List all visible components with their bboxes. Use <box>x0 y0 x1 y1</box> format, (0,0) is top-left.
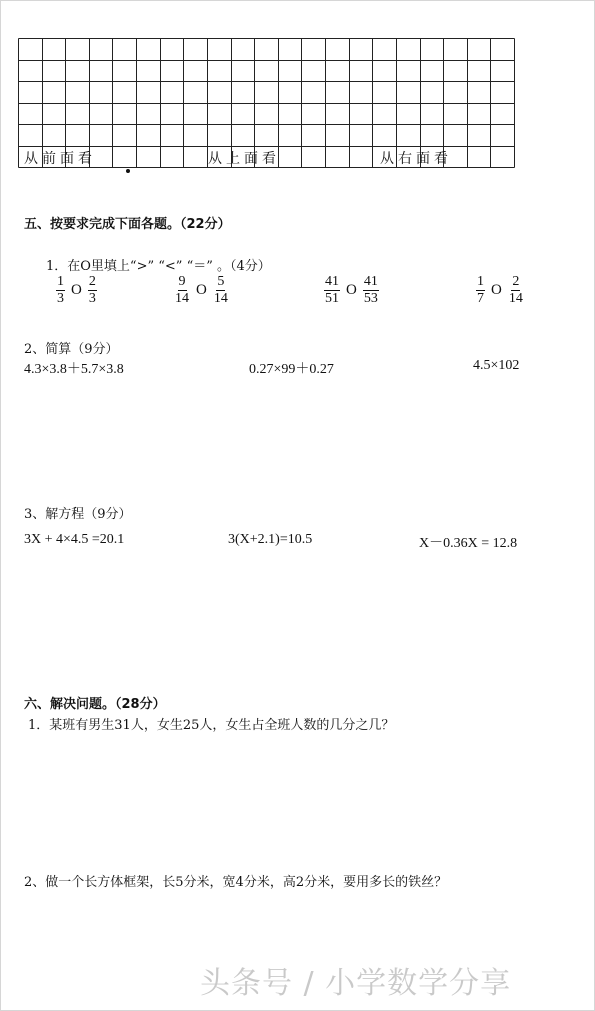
problem-1: 1．某班有男生31人，女生25人，女生占全班人数的几分之几？ <box>28 718 395 733</box>
simplify-item-3: 4.5×102 <box>473 358 520 373</box>
q2-title: 2、简算（9分） <box>24 342 119 357</box>
fraction: 1 3 <box>57 274 64 306</box>
compare-pair-4 <box>476 274 524 307</box>
compare-pair-1 <box>56 274 97 307</box>
equation-2: 3(X+2.1)=10.5 <box>228 532 313 547</box>
fraction: 1 7 <box>477 274 484 306</box>
fraction: 2 3 <box>88 274 96 306</box>
compare-pair-2 <box>174 274 229 307</box>
fraction: 2 14 <box>508 274 523 306</box>
q1-prompt: 1．在O里填上“>” “<” “＝” 。（4分） <box>46 259 271 274</box>
equation-3: X－0.36X = 12.8 <box>419 536 518 551</box>
blank-circle: O <box>491 282 502 298</box>
fraction: 9 14 <box>175 274 189 306</box>
section6-title: 六、解决问题。（28分） <box>24 697 166 712</box>
fraction: 5 14 <box>213 274 228 306</box>
q3-title: 3、解方程（9分） <box>24 507 132 522</box>
compare-pair-3 <box>324 274 379 307</box>
watermark: 头条号 / 小学数学分享 <box>200 966 512 1001</box>
section5-title: 五、按要求完成下面各题。（22分） <box>24 217 231 232</box>
ink-dot <box>126 169 130 173</box>
blank-circle: O <box>71 282 82 298</box>
fraction: 41 53 <box>363 274 378 306</box>
equation-1: 3X + 4×4.5 =20.1 <box>24 532 125 547</box>
grid-label-right: 从右面看 <box>380 151 452 167</box>
grid-label-top: 从上面看 <box>208 151 280 167</box>
simplify-item-2: 0.27×99＋0.27 <box>249 362 334 377</box>
fraction: 41 51 <box>325 274 339 306</box>
simplify-item-1: 4.3×3.8＋5.7×3.8 <box>24 362 124 377</box>
problem-2: 2、做一个长方体框架，长5分米，宽4分米，高2分米，要用多长的铁丝？ <box>24 875 448 890</box>
grid-label-front: 从前面看 <box>24 151 96 167</box>
blank-circle: O <box>346 282 357 298</box>
blank-circle: O <box>196 282 207 298</box>
